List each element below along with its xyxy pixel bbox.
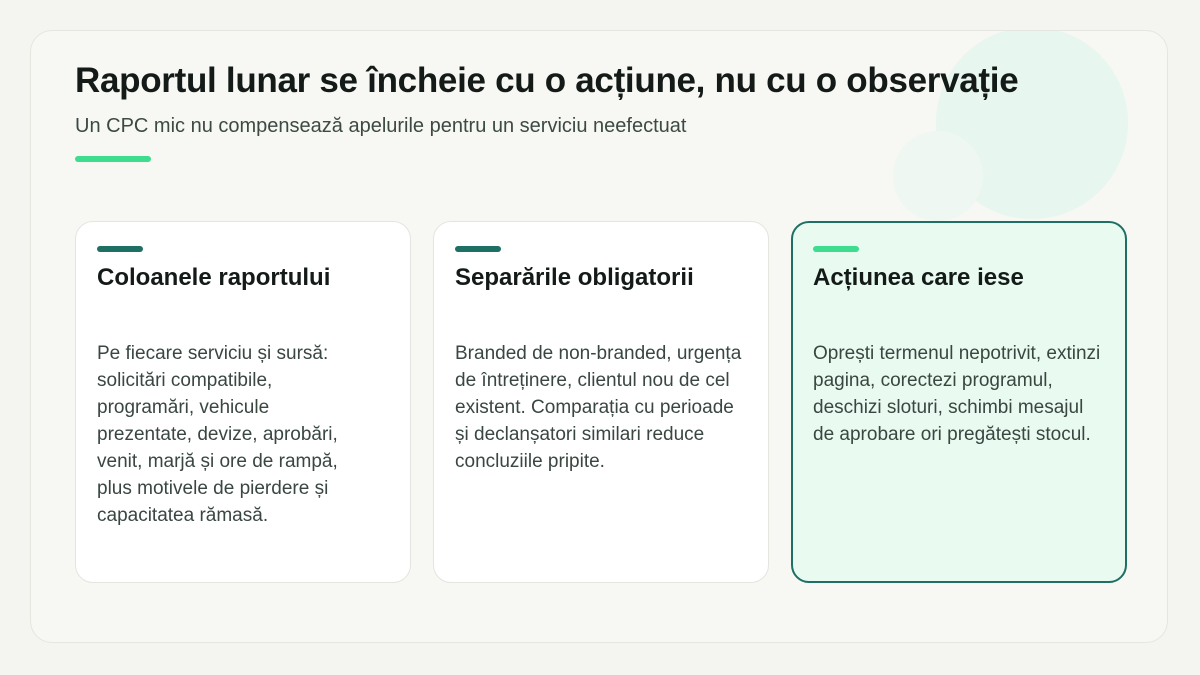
card-heading: Separările obligatorii [455,264,694,291]
card-accent-bar [455,246,501,252]
card-body: Pe fiecare serviciu și sursă: solicitări compatibile, programări, vehicule prezentate, devize, aprobări, venit, marjă și ore de rampă, plus motivele de pierdere și capacitatea rămasă. [97,343,338,526]
decorative-circle-small [893,131,983,221]
card-heading: Coloanele raportului [97,264,331,291]
page-title: Raportul lunar se încheie cu o acțiune, nu cu o observație [75,61,1019,100]
card-heading: Acțiunea care iese [813,264,1024,291]
card-body: Oprești termenul nepotrivit, extinzi pagina, corectezi programul, deschizi sloturi, schimbi mesajul de aprobare ori pregătești stocul. [813,343,1101,445]
slide-frame [30,30,1168,643]
card-accent-bar [97,246,143,252]
card-body: Branded de non-branded, urgența de întreținere, clientul nou de cel existent. Comparația cu perioade și declanșatori similari reduce concluziile pripite. [455,343,742,472]
title-accent-rule [75,156,151,162]
card-required-splits [433,221,769,583]
card-resulting-action [791,221,1127,583]
page-subtitle: Un CPC mic nu compensează apelurile pentru un serviciu neefectuat [75,115,687,137]
card-accent-bar [813,246,859,252]
card-report-columns [75,221,411,583]
